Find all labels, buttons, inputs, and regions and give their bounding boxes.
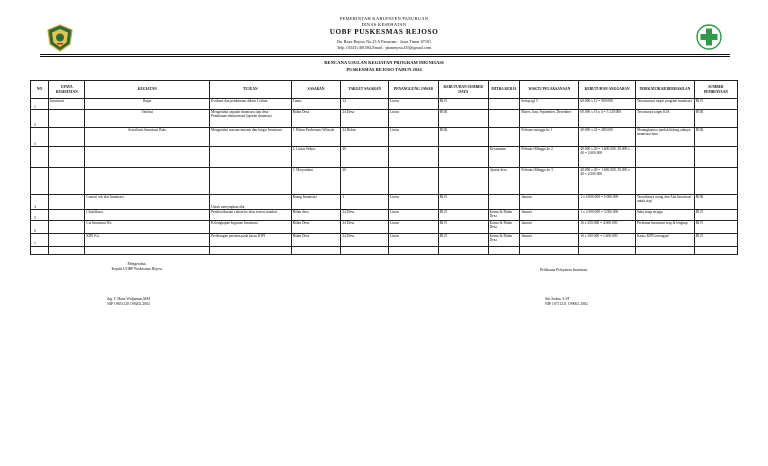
header-anggaran: KEBUTUHAN ANGGARAN — [579, 81, 636, 99]
cell-tujuan: Kelengkapan kegiatan Imunisasi — [210, 221, 292, 234]
cell-target: 24 Desa — [341, 221, 389, 234]
table-row — [31, 195, 738, 210]
cell-no: 7 — [31, 234, 49, 247]
cell-no: 6 — [31, 221, 49, 234]
sign-left-knowing: Mengetahui, — [127, 262, 147, 266]
cell-sasaran: Ruang Imunisasi — [291, 195, 341, 210]
cell-no: 4 — [31, 195, 49, 210]
cell-anggaran: 40.000 x 40 = 1.600.000, 30.000 x 40 = 2.000.000 — [579, 147, 636, 168]
org-name: UOBF PUSKESMAS REJOSO — [329, 28, 439, 37]
cell-anggaran: 40.000 x 40 = 1.600.000, 50.000 x 40 = 2.000.000 — [579, 168, 636, 195]
cell-sd: BLN — [438, 210, 488, 221]
sign-right-role: Pelaksana Pelayanan Imunisasi — [540, 268, 588, 272]
cell-tujuan — [210, 168, 292, 195]
table-row — [31, 147, 738, 168]
cell-pj — [388, 168, 438, 195]
signature-right — [540, 268, 587, 273]
signature-left-name-block — [107, 297, 150, 307]
cell-anggaran: 40.000 x 24 = 480.000 — [579, 128, 636, 147]
header-sumber: SUMBER PEMBIAYAAN — [694, 81, 737, 99]
cell-waktu: Januari — [520, 234, 579, 247]
cell-upaya — [49, 221, 85, 234]
table-row — [31, 210, 738, 221]
letterhead — [200, 16, 568, 50]
sign-left-role: Kepala UOBF Puskesmas Rejoso — [111, 266, 163, 271]
sign-right-name: Siti Sadan, S.ST — [545, 297, 570, 301]
cell-tujuan: Mengetahui capaian imunisasi tiap desa Pembinaan administrasi laporan imunisasi — [210, 110, 292, 128]
regency-crest-icon — [46, 24, 74, 52]
cell-sd: BLN — [438, 99, 488, 110]
sign-left-name: drg. C Hana Widjanum,MM — [107, 297, 150, 301]
cell-mitra: Kasun & Bidan Desa — [488, 210, 520, 221]
sign-left-nip: NIP 19651120 199202 2002 — [107, 301, 150, 306]
cell-sasaran: 3. Masyarakat — [291, 168, 341, 195]
cell-sasaran: Lintas — [291, 99, 341, 110]
cell-target: 40 — [341, 168, 389, 195]
cell-sumber — [694, 168, 737, 195]
title-line-1: RENCANA USULAN KEGIATAN PROGRAM IMUNISASI — [324, 60, 444, 65]
cell-blank — [291, 247, 341, 255]
cell-pj: Lintas — [388, 110, 438, 128]
cell-kegiatan: Sosialisasi Imunisasi Bulu — [85, 128, 210, 147]
cell-blank — [49, 247, 85, 255]
gov-line: PEMERINTAH KABUPATEN PASURUAN — [339, 16, 429, 21]
cell-kegiatan — [85, 147, 210, 168]
cell-upaya — [49, 128, 85, 147]
cell-kegiatan — [85, 168, 210, 195]
cell-mitra — [488, 195, 520, 210]
cell-indikator: Meningkatnya jumlah bidang adanya imunisasi baru — [635, 128, 694, 147]
cell-sd: BLN — [438, 234, 488, 247]
cell-waktu: Februari Minggu ke 2 — [520, 147, 579, 168]
cell-indikator: Tersusunnya target program imunisasi — [635, 99, 694, 110]
cell-sd — [438, 147, 488, 168]
cell-tujuan — [210, 147, 292, 168]
cell-waktu: Setiap tgl 5 — [520, 99, 579, 110]
cell-upaya — [49, 234, 85, 247]
table-header-row — [31, 81, 738, 99]
header-upaya: UPAYA KESEHATAN — [49, 81, 85, 99]
cell-kegiatan: Lia Imunisasi Kit — [85, 221, 210, 234]
letterhead-rule-thin — [40, 56, 730, 57]
table-row-blank — [31, 247, 738, 255]
cell-mitra: Kasun & Bidan Desa — [488, 221, 520, 234]
cell-sd: BLN — [438, 221, 488, 234]
cell-blank — [388, 247, 438, 255]
cell-sasaran: 1. Bidan Puskesmas Wilayah — [291, 128, 341, 147]
cell-blank — [635, 247, 694, 255]
cell-kegiatan: Rapat — [85, 99, 210, 110]
cell-sd: BOK — [438, 128, 488, 147]
header-target: TARGET SASARAN — [341, 81, 389, 99]
cell-no: 1 — [31, 99, 49, 110]
health-cross-logo-icon — [696, 24, 722, 50]
cell-indikator: Peralatan imunisasi siap & lengkap — [635, 221, 694, 234]
header-mitra: MITRA KERJA — [488, 81, 520, 99]
cell-blank — [341, 247, 389, 255]
cell-mitra — [488, 128, 520, 147]
cell-target: 1 — [341, 195, 389, 210]
cell-sumber: BLN — [694, 210, 737, 221]
cell-pj: Lintas — [388, 221, 438, 234]
cell-pj — [388, 147, 438, 168]
cell-no — [31, 147, 49, 168]
contact-line: Telp. (0343) 481584,Email : pkmrejoso235@gmail.com — [336, 44, 432, 50]
cell-anggaran: 60.000 x 16 x 4 = 5.120.000 — [579, 110, 636, 128]
cell-pj: Lintas — [388, 99, 438, 110]
cell-indikator: Sabu tetap terjaga — [635, 210, 694, 221]
signature-left — [92, 262, 182, 272]
cell-sasaran: Bidan desa — [291, 210, 341, 221]
dept-line: DINAS KESEHATAN — [361, 21, 407, 27]
cell-sumber: BLN — [694, 234, 737, 247]
cell-upaya: Imunisasi — [49, 99, 85, 110]
cell-anggaran: 16 x 250.000 = 4.000.000 — [579, 221, 636, 234]
header-indikator: INDIKATOR KEBERHASILAN — [635, 81, 694, 99]
cell-mitra: Aparat desa — [488, 168, 520, 195]
cell-indikator: Tersedianya ruang dan Alat Imunisasi untuk siap — [635, 195, 694, 210]
cell-tujuan: Pendistribusian vaksin ke desa sesuai standart — [210, 210, 292, 221]
cell-sasaran: Bidan Desa — [291, 110, 341, 128]
title-line-2: PUSKESMAS REJOSO TAHUN 2024 — [346, 66, 422, 72]
cell-target: 40 — [341, 147, 389, 168]
header-pj: PENANGGUNG JAWAB — [388, 81, 438, 99]
cell-pj: Lintas — [388, 210, 438, 221]
cell-pj: Lintas — [388, 234, 438, 247]
cell-mitra: Kecamatan — [488, 147, 520, 168]
cell-kegiatan: KIPI Kit — [85, 234, 210, 247]
cell-anggaran: 1 x 3.500.000 = 3.500.000 — [579, 210, 636, 221]
cell-waktu: Januari — [520, 210, 579, 221]
cell-target: 12 — [341, 99, 389, 110]
cell-tujuan: Perlelangan pertama pada kasus KIPI — [210, 234, 292, 247]
cell-tujuan: Untuk menyiapkan alat — [210, 195, 292, 210]
cell-upaya — [49, 147, 85, 168]
table-row — [31, 234, 738, 247]
cell-sasaran: Bidan Desa — [291, 234, 341, 247]
cell-anggaran: 60.000 x 12 = 900.000 — [579, 99, 636, 110]
cell-target: 24 Desa — [341, 210, 389, 221]
header-kegiatan: KEGIATAN — [85, 81, 210, 99]
sign-right-nip: NIP 19711211 199002 2002 — [545, 301, 588, 306]
table-row — [31, 99, 738, 110]
table-row — [31, 110, 738, 128]
cell-sumber: BOK — [694, 128, 737, 147]
cell-no — [31, 168, 49, 195]
cell-indikator: Kasus KIPI tertangani — [635, 234, 694, 247]
cell-upaya — [49, 210, 85, 221]
cell-blank — [488, 247, 520, 255]
cell-upaya — [49, 110, 85, 128]
cell-waktu: Januari — [520, 195, 579, 210]
header-no: NO — [31, 81, 49, 99]
cell-anggaran: 1 x 6.000.000 = 6.000.000 — [579, 195, 636, 210]
cell-blank — [210, 247, 292, 255]
cell-sumber: BLN — [694, 221, 737, 234]
cell-anggaran: 16 x 100.000 = 1.600.000 — [579, 234, 636, 247]
cell-indikator — [635, 147, 694, 168]
signature-right-name-block — [545, 297, 588, 307]
cell-blank — [579, 247, 636, 255]
cell-pj: Lintas — [388, 195, 438, 210]
header-sasaran: SASARAN — [291, 81, 341, 99]
cell-target: 24 Desa — [341, 234, 389, 247]
cell-kegiatan: Lomari cek alat Imunisasi — [85, 195, 210, 210]
cell-mitra — [488, 99, 520, 110]
cell-sd — [438, 168, 488, 195]
cell-sumber: BLN — [694, 99, 737, 110]
cell-upaya — [49, 195, 85, 210]
cell-sd: BOK — [438, 110, 488, 128]
cell-indikator — [635, 168, 694, 195]
letterhead-rule — [40, 54, 730, 55]
document-title — [200, 60, 568, 73]
cell-blank — [31, 247, 49, 255]
cell-no: 2 — [31, 110, 49, 128]
cell-waktu: Februari minggu ke 1 — [520, 128, 579, 147]
cell-pj: Lintas — [388, 128, 438, 147]
cell-sumber: BOK — [694, 110, 737, 128]
activity-plan-table — [30, 80, 738, 255]
header-sd: KEBUTUHAN SUMBER DAYA — [438, 81, 488, 99]
cell-no: 5 — [31, 210, 49, 221]
cell-tujuan: Mengetahui macam-macam dan fungsi Imunisasi — [210, 128, 292, 147]
table-row — [31, 168, 738, 195]
cell-sd: BLN — [438, 195, 488, 210]
cell-target: 24 Desa — [341, 110, 389, 128]
cell-blank — [438, 247, 488, 255]
cell-waktu: Maret, Juni, September, Desember — [520, 110, 579, 128]
cell-sumber — [694, 147, 737, 168]
cell-kegiatan: Cholalkusu — [85, 210, 210, 221]
address-line: Jln. Raya Rejoso No.25 A Pasuruan - Jawa Timur 67181 — [336, 39, 432, 45]
header-tujuan: TUJUAN — [210, 81, 292, 99]
cell-target: 24 Bidan — [341, 128, 389, 147]
cell-kegiatan: Validasi — [85, 110, 210, 128]
cell-upaya — [49, 168, 85, 195]
cell-blank — [85, 247, 210, 255]
cell-blank — [694, 247, 737, 255]
cell-mitra — [488, 110, 520, 128]
cell-sumber: BOK — [694, 195, 737, 210]
cell-waktu: Januari — [520, 221, 579, 234]
cell-no: 3 — [31, 128, 49, 147]
table-row — [31, 221, 738, 234]
cell-tujuan: Evaluasi dan pembinaan dalam 1 tahun — [210, 99, 292, 110]
cell-sasaran: Bidan Desa — [291, 221, 341, 234]
header-waktu: WAKTU PELAKSANAAN — [520, 81, 579, 99]
cell-indikator: Tersusunya target KIA — [635, 110, 694, 128]
cell-mitra: Kasun & Bidan Desa — [488, 234, 520, 247]
cell-blank — [520, 247, 579, 255]
table-row — [31, 128, 738, 147]
cell-waktu: Februari Minggu ke 3 — [520, 168, 579, 195]
cell-sasaran: 2. Lintas Sektor — [291, 147, 341, 168]
